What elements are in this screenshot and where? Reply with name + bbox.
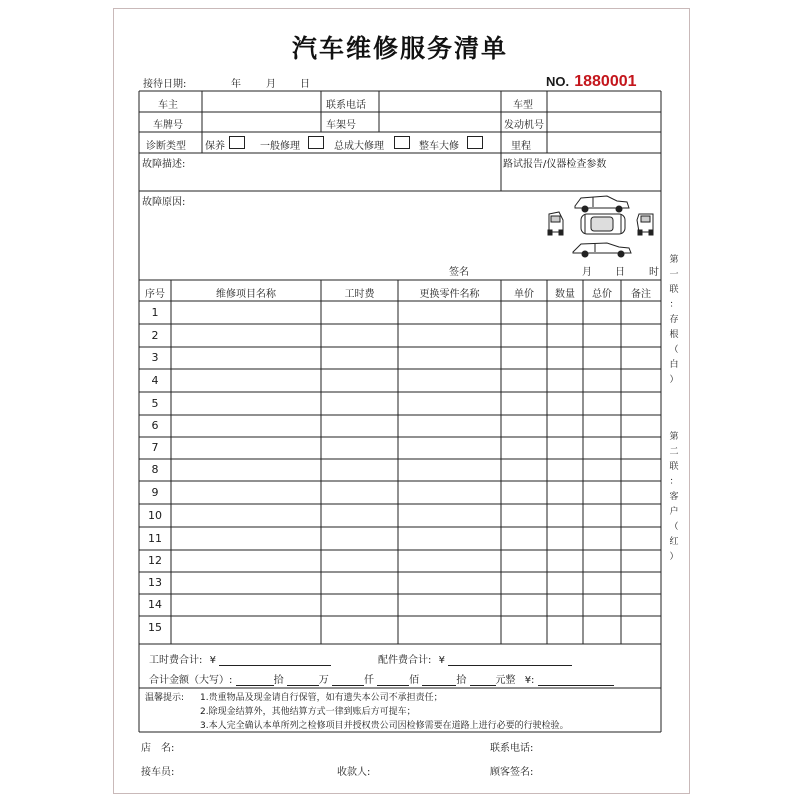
copy-1-char: 存: [669, 315, 679, 325]
receive-date-label: 接待日期:: [143, 79, 187, 90]
copy-2-char: 二: [669, 447, 679, 457]
receive-day-label: 日: [300, 79, 310, 90]
table-row-index: 15: [148, 621, 162, 634]
notes-label: 温馨提示:: [145, 693, 185, 703]
car-diagram-icon: [545, 190, 657, 260]
note-1: 1.贵重物品及现金请自行保管，如有遗失本公司不承担责任；: [200, 693, 443, 703]
amount-numeric-field[interactable]: [538, 674, 614, 686]
table-row-index: 12: [148, 554, 162, 567]
table-row-index: 14: [148, 598, 162, 611]
parts-total: [378, 651, 572, 666]
opt-assembly-label: 总成大修理: [334, 141, 384, 152]
col-header-item: 维修项目名称: [216, 289, 276, 300]
amount-currency: ¥:: [524, 675, 535, 686]
copy-1-char: （: [669, 345, 679, 355]
parts-currency: ¥: [438, 655, 445, 666]
amount-field-shiwan[interactable]: [236, 674, 274, 686]
opt-maintain-label: 保养: [205, 141, 225, 152]
receive-year-label: 年: [231, 79, 241, 90]
labor-currency: ¥: [209, 655, 216, 666]
amount-field-yuan[interactable]: [470, 674, 496, 686]
labor-total-field[interactable]: [219, 654, 331, 666]
parts-total-field[interactable]: [448, 654, 572, 666]
note-3: 3.本人完全确认本单所列之检修项目并授权贵公司因检修需要在道路上进行必要的行驶检验。: [200, 721, 569, 731]
unit-bai-label: 佰: [409, 675, 420, 686]
col-header-remark: 备注: [631, 289, 651, 300]
copy-1-char: 联: [669, 285, 679, 295]
serial-number: [546, 71, 637, 91]
table-row-index: 7: [151, 441, 159, 454]
sign-hour-label: 时: [649, 267, 659, 278]
unit-shi2-label: 拾: [456, 675, 467, 686]
note-2: 2.除现金结算外，其他结算方式一律到账后方可提车；: [200, 707, 416, 717]
serial-label: NO.: [546, 74, 570, 89]
amount-field-qian[interactable]: [332, 674, 364, 686]
opt-full-checkbox[interactable]: [467, 136, 483, 149]
receive-date: [143, 75, 343, 90]
col-header-index: 序号: [145, 289, 165, 300]
opt-full-label: 整车大修: [419, 141, 459, 152]
table-row-index: 1: [151, 306, 159, 319]
store-label: 店 名:: [141, 743, 175, 754]
labor-total: [149, 651, 331, 666]
table-row-index: 6: [151, 419, 159, 432]
sign-label: 签名: [449, 267, 469, 278]
labor-total-label: 工时费合计:: [149, 655, 203, 666]
table-row-index: 2: [151, 329, 159, 342]
frame-label: 车架号: [326, 120, 356, 131]
road-test-label: 路试报告/仪器检查参数: [503, 159, 607, 170]
unit-yuan-label: 元整: [495, 675, 516, 686]
copy-1-label: [668, 253, 680, 388]
table-row-index: 4: [151, 374, 159, 387]
diag-type-label: 诊断类型: [146, 141, 186, 152]
sign-day-label: 日: [615, 267, 625, 278]
receiver-label: 接车员:: [141, 767, 175, 778]
copy-2-char: 红: [669, 537, 679, 547]
amount-row: [149, 671, 614, 686]
table-row-index: 3: [151, 351, 159, 364]
fault-cause-label: 故障原因:: [142, 197, 186, 208]
copy-2-label: [668, 430, 680, 565]
copy-2-char: 第: [669, 432, 679, 442]
serial-value: 1880001: [574, 73, 637, 90]
customer-sign-label: 顾客签名:: [490, 767, 534, 778]
opt-maintain-checkbox[interactable]: [229, 136, 245, 149]
phone-label: 联系电话: [326, 100, 366, 111]
copy-1-char: 一: [669, 270, 679, 280]
copy-2-char: 户: [669, 507, 679, 517]
table-row-index: 8: [151, 463, 159, 476]
opt-general-checkbox[interactable]: [308, 136, 324, 149]
cashier-label: 收款人:: [337, 767, 371, 778]
table-row-index: 10: [148, 509, 162, 522]
parts-total-label: 配件费合计:: [378, 655, 432, 666]
col-header-unit-price: 单价: [514, 289, 534, 300]
copy-1-char: ：: [669, 300, 679, 310]
table-row-index: 5: [151, 397, 159, 410]
amount-field-wan[interactable]: [287, 674, 319, 686]
copy-1-char: 根: [669, 330, 679, 340]
table-row-index: 13: [148, 576, 162, 589]
owner-label: 车主: [158, 100, 178, 111]
col-header-qty: 数量: [555, 289, 575, 300]
copy-1-char: ）: [669, 375, 679, 385]
fault-desc-label: 故障描述:: [142, 159, 186, 170]
model-label: 车型: [513, 100, 533, 111]
engine-label: 发动机号: [504, 120, 544, 131]
amount-field-bai[interactable]: [377, 674, 409, 686]
table-row-index: 11: [148, 532, 162, 545]
col-header-total: 总价: [592, 289, 612, 300]
contact-phone-label: 联系电话:: [490, 743, 534, 754]
table-row-index: 9: [151, 486, 159, 499]
unit-wan-label: 万: [318, 675, 329, 686]
amount-field-shi[interactable]: [422, 674, 456, 686]
form-title: 汽车维修服务清单: [291, 34, 508, 63]
copy-1-char: 白: [669, 360, 679, 370]
opt-general-label: 一般修理: [260, 141, 300, 152]
col-header-labor: 工时费: [344, 289, 375, 300]
receive-month-label: 月: [266, 79, 276, 90]
mileage-label: 里程: [511, 141, 531, 152]
col-header-parts: 更换零件名称: [419, 289, 480, 300]
amount-label: 合计金额（大写）:: [149, 675, 233, 686]
copy-2-char: （: [669, 522, 679, 532]
copy-2-char: 联: [669, 462, 679, 472]
opt-assembly-checkbox[interactable]: [394, 136, 410, 149]
copy-1-char: 第: [669, 255, 679, 265]
copy-2-char: ：: [669, 477, 679, 487]
sign-month-label: 月: [582, 267, 592, 278]
copy-2-char: 客: [669, 492, 679, 502]
unit-shi-label: 拾: [273, 675, 284, 686]
plate-label: 车牌号: [153, 120, 183, 131]
copy-2-char: ）: [669, 552, 679, 562]
unit-qian-label: 仟: [363, 675, 374, 686]
